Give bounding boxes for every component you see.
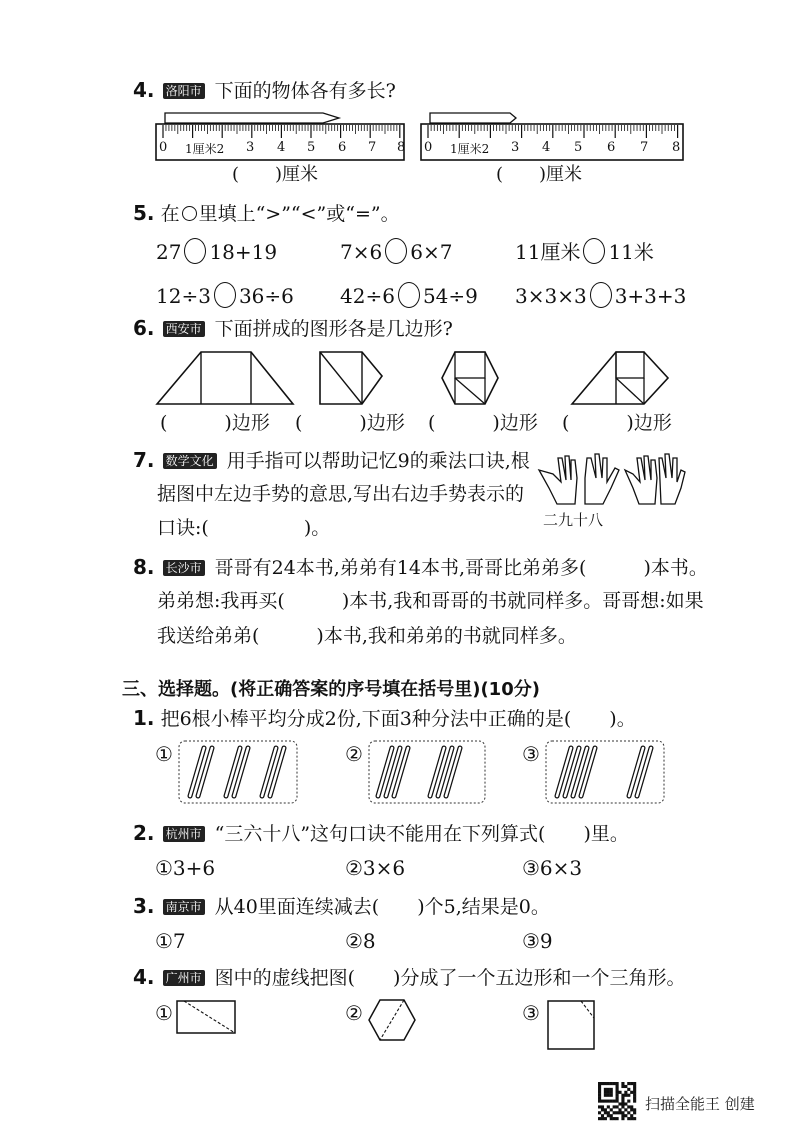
q6-answer-1[interactable]: ( )边形	[160, 412, 270, 434]
ruler-label: 3	[246, 140, 255, 155]
sticks-group-1	[178, 740, 298, 804]
c2-option-2[interactable]: ②3×6	[345, 856, 406, 880]
compare-circle-input[interactable]	[583, 238, 605, 264]
q5-number: 5.	[133, 201, 155, 225]
compare-left: 3×3×3	[515, 284, 587, 308]
q4-number: 4.	[133, 78, 155, 102]
ruler-label: 4	[277, 140, 286, 155]
c4-region-tag: 广州市	[163, 970, 205, 986]
shape-hexagon	[440, 350, 500, 406]
compare-right: 3+3+3	[614, 284, 687, 308]
ruler-left-labels	[157, 140, 412, 156]
shape-pentagon-2	[570, 350, 670, 406]
hand-icon	[659, 454, 685, 504]
q8-number: 8.	[133, 555, 155, 579]
q6-answer-2[interactable]: ( )边形	[295, 412, 405, 434]
c4-number: 4.	[133, 965, 155, 989]
c3-region-tag: 南京市	[163, 899, 205, 915]
shape-trapezoid	[155, 350, 295, 406]
ruler-label: 1厘米2	[185, 142, 225, 156]
c3-stem[interactable]	[133, 896, 550, 917]
c4-figure-hexagon	[367, 998, 417, 1044]
q8-line2[interactable]: 弟弟想:我再买( )本书,我和哥哥的书就同样多。哥哥想:如果	[157, 590, 704, 612]
q4-stem	[133, 80, 396, 101]
shape-pentagon-1	[318, 350, 386, 406]
compare-item-3	[515, 238, 654, 264]
compare-right: 6×7	[410, 240, 453, 264]
q5-text-pre: 在	[160, 203, 180, 225]
c4-option-1-label[interactable]: ①	[155, 1001, 173, 1025]
c4-stem[interactable]	[133, 967, 685, 988]
ruler-label: 8	[397, 140, 406, 155]
ruler-label: 7	[368, 140, 377, 155]
compare-right: 11米	[608, 240, 654, 264]
q8-region-tag: 长沙市	[163, 560, 205, 576]
c1-option-1-label[interactable]: ①	[155, 742, 173, 766]
c1-option-3-label[interactable]: ③	[522, 742, 540, 766]
eraser-right	[430, 113, 516, 123]
c1-number: 1.	[133, 706, 155, 730]
compare-right: 54÷9	[422, 284, 478, 308]
q6-region-tag: 西安市	[163, 321, 205, 337]
c2-number: 2.	[133, 821, 155, 845]
hand-icon	[539, 456, 577, 504]
compare-right: 36÷6	[238, 284, 294, 308]
q7-line1	[133, 450, 530, 471]
c4-figure-square	[547, 1000, 597, 1052]
q6-answer-4[interactable]: ( )边形	[562, 412, 672, 434]
compare-circle-input[interactable]	[214, 282, 236, 308]
c3-option-1[interactable]: ①7	[155, 929, 186, 953]
c2-region-tag: 杭州市	[163, 826, 205, 842]
q4-text: 下面的物体各有多长?	[214, 80, 396, 102]
q6-stem	[133, 318, 453, 339]
q5-text-post: 里填上“>”“<”或“=”。	[198, 203, 400, 225]
c4-text: 图中的虚线把图( )分成了一个五边形和一个三角形。	[214, 967, 686, 989]
q4-answer-1[interactable]: ( )厘米	[232, 164, 319, 185]
ruler-label: 0	[424, 140, 433, 155]
footer-watermark: 扫描全能王 创建	[645, 1095, 755, 1113]
q8-text-1[interactable]: 哥哥有24本书,弟弟有14本书,哥哥比弟弟多( )本书。	[214, 557, 708, 579]
q8-line3[interactable]: 我送给弟弟( )本书,我和弟弟的书就同样多。	[157, 625, 577, 647]
qr-code-icon	[598, 1082, 636, 1120]
c3-option-2[interactable]: ②8	[345, 929, 376, 953]
compare-right: 18+19	[209, 240, 278, 264]
q4-region-tag: 洛阳市	[163, 83, 205, 99]
compare-item-1	[156, 238, 277, 264]
compare-left: 11厘米	[515, 240, 581, 264]
ruler-label: 0	[159, 140, 168, 155]
compare-circle-input[interactable]	[184, 238, 206, 264]
q7-text-1: 用手指可以帮助记忆9的乘法口诀,根	[226, 450, 530, 472]
ruler-label: 1厘米2	[450, 142, 490, 156]
hands-illustration	[535, 448, 685, 510]
compare-item-5	[340, 282, 478, 308]
sticks-group-3	[545, 740, 665, 804]
compare-circle-input[interactable]	[398, 282, 420, 308]
q4-answer-2[interactable]: ( )厘米	[496, 164, 583, 185]
ruler-label: 6	[607, 140, 616, 155]
q6-text: 下面拼成的图形各是几边形?	[214, 318, 453, 340]
hand-icon	[625, 456, 657, 504]
c1-option-2-label[interactable]: ②	[345, 742, 363, 766]
c4-figure-rectangle	[176, 1000, 238, 1036]
c2-option-1[interactable]: ①3+6	[155, 856, 216, 880]
ruler-label: 3	[511, 140, 520, 155]
q7-number: 7.	[133, 448, 155, 472]
c1-text: 把6根小棒平均分成2份,下面3种分法中正确的是( )。	[160, 708, 636, 730]
q6-answer-3[interactable]: ( )边形	[428, 412, 538, 434]
ruler-label: 6	[338, 140, 347, 155]
ruler-label: 5	[574, 140, 583, 155]
compare-left: 12÷3	[156, 284, 211, 308]
q8-line1	[133, 557, 708, 578]
compare-item-6	[515, 282, 686, 308]
c3-option-3[interactable]: ③9	[522, 929, 553, 953]
compare-left: 27	[156, 240, 182, 264]
q7-region-tag: 数学文化	[163, 453, 217, 469]
ruler-label: 7	[640, 140, 649, 155]
q7-line3[interactable]: 口诀:( )。	[157, 517, 331, 539]
section-3-title: 三、选择题。(将正确答案的序号填在括号里)(10分)	[122, 679, 540, 700]
ruler-label: 5	[307, 140, 316, 155]
compare-item-2	[340, 238, 452, 264]
c4-option-2-label[interactable]: ②	[345, 1001, 363, 1025]
c2-stem[interactable]	[133, 823, 629, 844]
compare-circle-input[interactable]	[385, 238, 407, 264]
ruler-label: 4	[542, 140, 551, 155]
pencil-left	[165, 113, 339, 123]
q7-line2: 据图中左边手势的意思,写出右边手势表示的	[157, 483, 525, 505]
compare-left: 42÷6	[340, 284, 395, 308]
c3-number: 3.	[133, 894, 155, 918]
q6-number: 6.	[133, 316, 155, 340]
hand-icon	[585, 454, 619, 504]
ruler-right-labels	[422, 140, 687, 156]
q5-stem	[133, 203, 400, 224]
c3-text: 从40里面连续减去( )个5,结果是0。	[214, 896, 550, 918]
c2-option-3[interactable]: ③6×3	[522, 856, 583, 880]
compare-circle-input[interactable]	[590, 282, 612, 308]
c1-stem[interactable]	[133, 708, 636, 729]
sticks-group-2	[368, 740, 486, 804]
c2-text: “三六十八”这句口诀不能用在下列算式( )里。	[214, 823, 629, 845]
c4-option-3-label[interactable]: ③	[522, 1001, 540, 1025]
compare-left: 7×6	[340, 240, 383, 264]
circle-icon	[182, 206, 197, 221]
ruler-label: 8	[672, 140, 681, 155]
q7-caption: 二九十八	[543, 511, 604, 529]
compare-item-4	[156, 282, 294, 308]
